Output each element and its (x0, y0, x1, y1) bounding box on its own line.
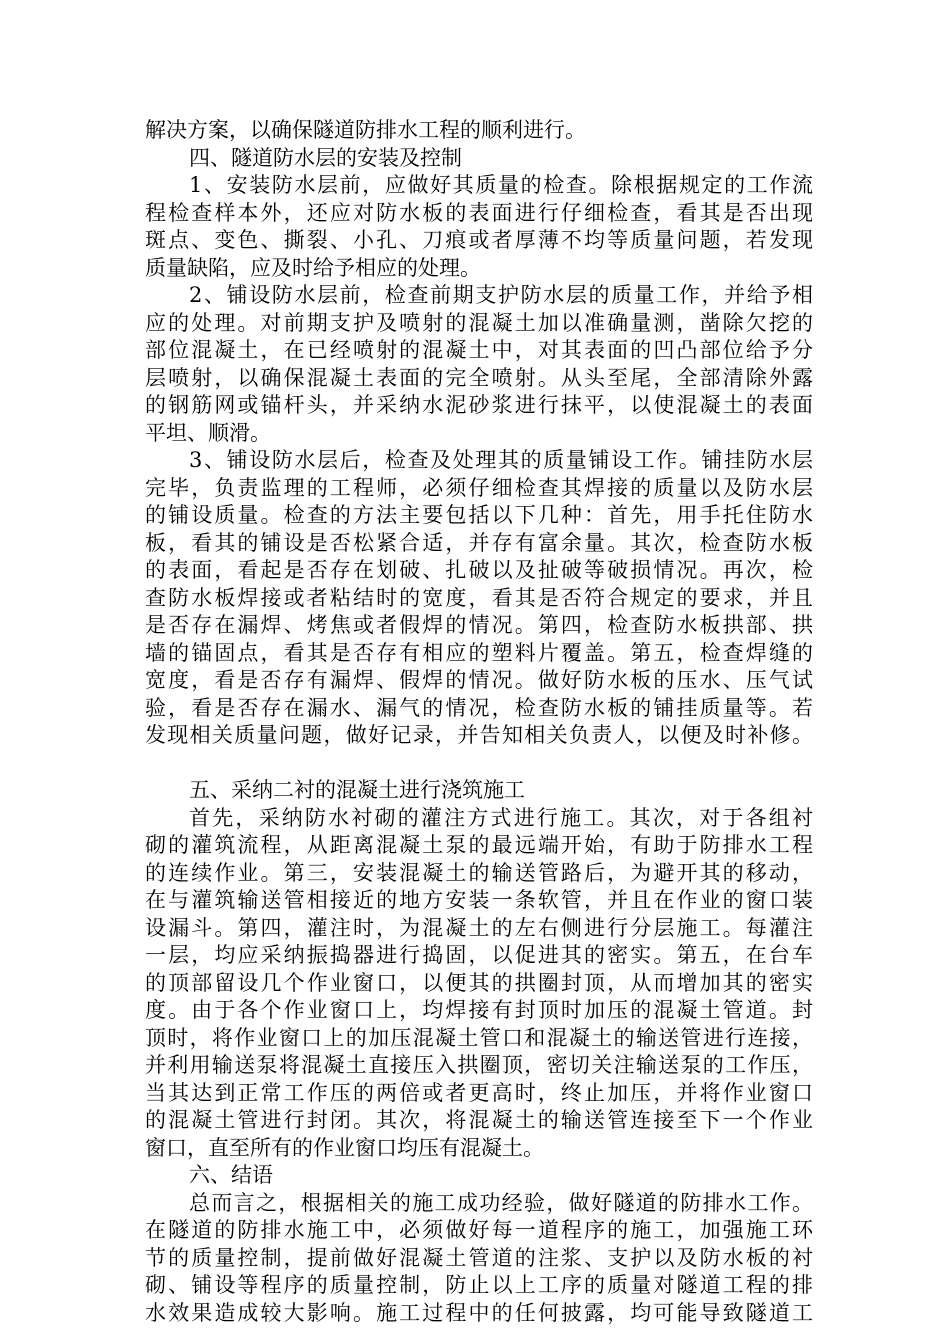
text-line: 程检查样本外，还应对防水板的表面进行仔细检查，看其是否出现 (145, 200, 813, 225)
text-line: 设漏斗。第四，灌注时，为混凝土的左右侧进行分层施工。每灌注 (145, 915, 813, 940)
text-line: 板，看其的铺设是否松紧合适，并存有富余量。其次，检查防水板 (145, 530, 813, 555)
text-line: 砌、铺设等程序的质量控制，防止以上工序的质量对隧道工程的排 (145, 1273, 813, 1297)
text-line: 节的质量控制，提前做好混凝土管道的注浆、支护以及防水板的衬 (145, 1245, 813, 1270)
text-line: 2、铺设防水层前，检查前期支护防水层的质量工作，并给予相 (189, 283, 813, 307)
text-line: 在隧道的防排水施工中，必须做好每一道程序的施工，加强施工环 (145, 1218, 813, 1242)
text-line: 的顶部留设几个作业窗口，以便其的拱圈封顶，从而增加其的密实 (145, 970, 813, 995)
text-line: 窗口，直至所有的作业窗口均压有混凝土。 (145, 1135, 544, 1160)
document-body (145, 117, 813, 1327)
text-line: 应的处理。对前期支护及喷射的混凝土加以准确量测，凿除欠挖的 (145, 310, 813, 335)
text-line: 解决方案，以确保隧道防排水工程的顺利进行。 (145, 118, 586, 142)
text-line: 是否存在漏焊、烤焦或者假焊的情况。第四，检查防水板拱部、拱 (145, 613, 813, 637)
text-line: 的混凝土管进行封闭。其次，将混凝土的输送管连接至下一个作业 (145, 1108, 813, 1132)
text-line: 发现相关质量问题，做好记录，并告知相关负责人，以便及时补修。 (145, 723, 813, 747)
text-line: 在与灌筑输送管相接近的地方安装一条软管，并且在作业的窗口装 (145, 888, 813, 912)
text-line: 的铺设质量。检查的方法主要包括以下几种：首先，用手托住防水 (145, 503, 813, 527)
text-line: 当其达到正常工作压的两倍或者更高时，终止加压，并将作业窗口 (145, 1080, 813, 1105)
text-line: 墙的锚固点，看其是否存有相应的塑料片覆盖。第五，检查焊缝的 (145, 640, 813, 665)
text-line: 水效果造成较大影响。施工过程中的任何披露，均可能导致隧道工 (145, 1300, 813, 1325)
text-line: 部位混凝土，在已经喷射的混凝土中，对其表面的凹凸部位给予分 (145, 338, 813, 362)
text-line: 一层，均应采纳振捣器进行捣固，以促进其的密实。第五，在台车 (145, 943, 813, 967)
text-line: 顶时，将作业窗口上的加压混凝土管口和混凝土的输送管进行连接， (145, 1025, 813, 1050)
text-line: 并利用输送泵将混凝土直接压入拱圈顶，密切关注输送泵的工作压， (145, 1053, 813, 1077)
text-line: 查防水板焊接或者粘结时的宽度，看其是否符合规定的要求，并且 (145, 585, 813, 610)
blank-line (145, 750, 813, 778)
text-line: 层喷射，以确保混凝土表面的完全喷射。从头至尾，全部清除外露 (145, 365, 813, 390)
text-line: 四、隧道防水层的安装及控制 (189, 145, 462, 170)
text-line: 平坦、顺滑。 (145, 420, 271, 445)
text-line: 的钢筋网或锚杆头，并采纳水泥砂浆进行抹平，以使混凝土的表面 (145, 393, 813, 417)
text-line: 六、结语 (189, 1163, 273, 1187)
text-line: 完毕，负责监理的工程师，必须仔细检查其焊接的质量以及防水层 (145, 475, 813, 500)
text-line: 质量缺陷，应及时给予相应的处理。 (145, 255, 481, 280)
text-line: 斑点、变色、撕裂、小孔、刀痕或者厚薄不均等质量问题，若发现 (145, 228, 813, 252)
text-line: 度。由于各个作业窗口上，均焊接有封顶时加压的混凝土管道。封 (145, 998, 813, 1022)
text-line: 宽度，看是否存有漏焊、假焊的情况。做好防水板的压水、压气试 (145, 668, 813, 692)
text-line: 的表面，看起是否存在划破、扎破以及扯破等破损情况。再次，检 (145, 558, 813, 582)
text-line: 砌的灌筑流程，从距离混凝土泵的最远端开始，有助于防排水工程 (145, 833, 813, 857)
text-line: 验，看是否存在漏水、漏气的情况，检查防水板的铺挂质量等。若 (145, 695, 813, 720)
text-line: 1、安装防水层前，应做好其质量的检查。除根据规定的工作流 (189, 173, 813, 197)
text-line: 首先，采纳防水衬砌的灌注方式进行施工。其次，对于各组衬 (189, 805, 813, 830)
text-line: 的连续作业。第三，安装混凝土的输送管路后，为避开其的移动， (145, 860, 813, 885)
text-line: 总而言之，根据相关的施工成功经验，做好隧道的防排水工作。 (189, 1190, 813, 1215)
text-line: 3、铺设防水层后，检查及处理其的质量铺设工作。铺挂防水层 (189, 448, 813, 472)
text-line: 五、采纳二衬的混凝土进行浇筑施工 (189, 778, 525, 802)
